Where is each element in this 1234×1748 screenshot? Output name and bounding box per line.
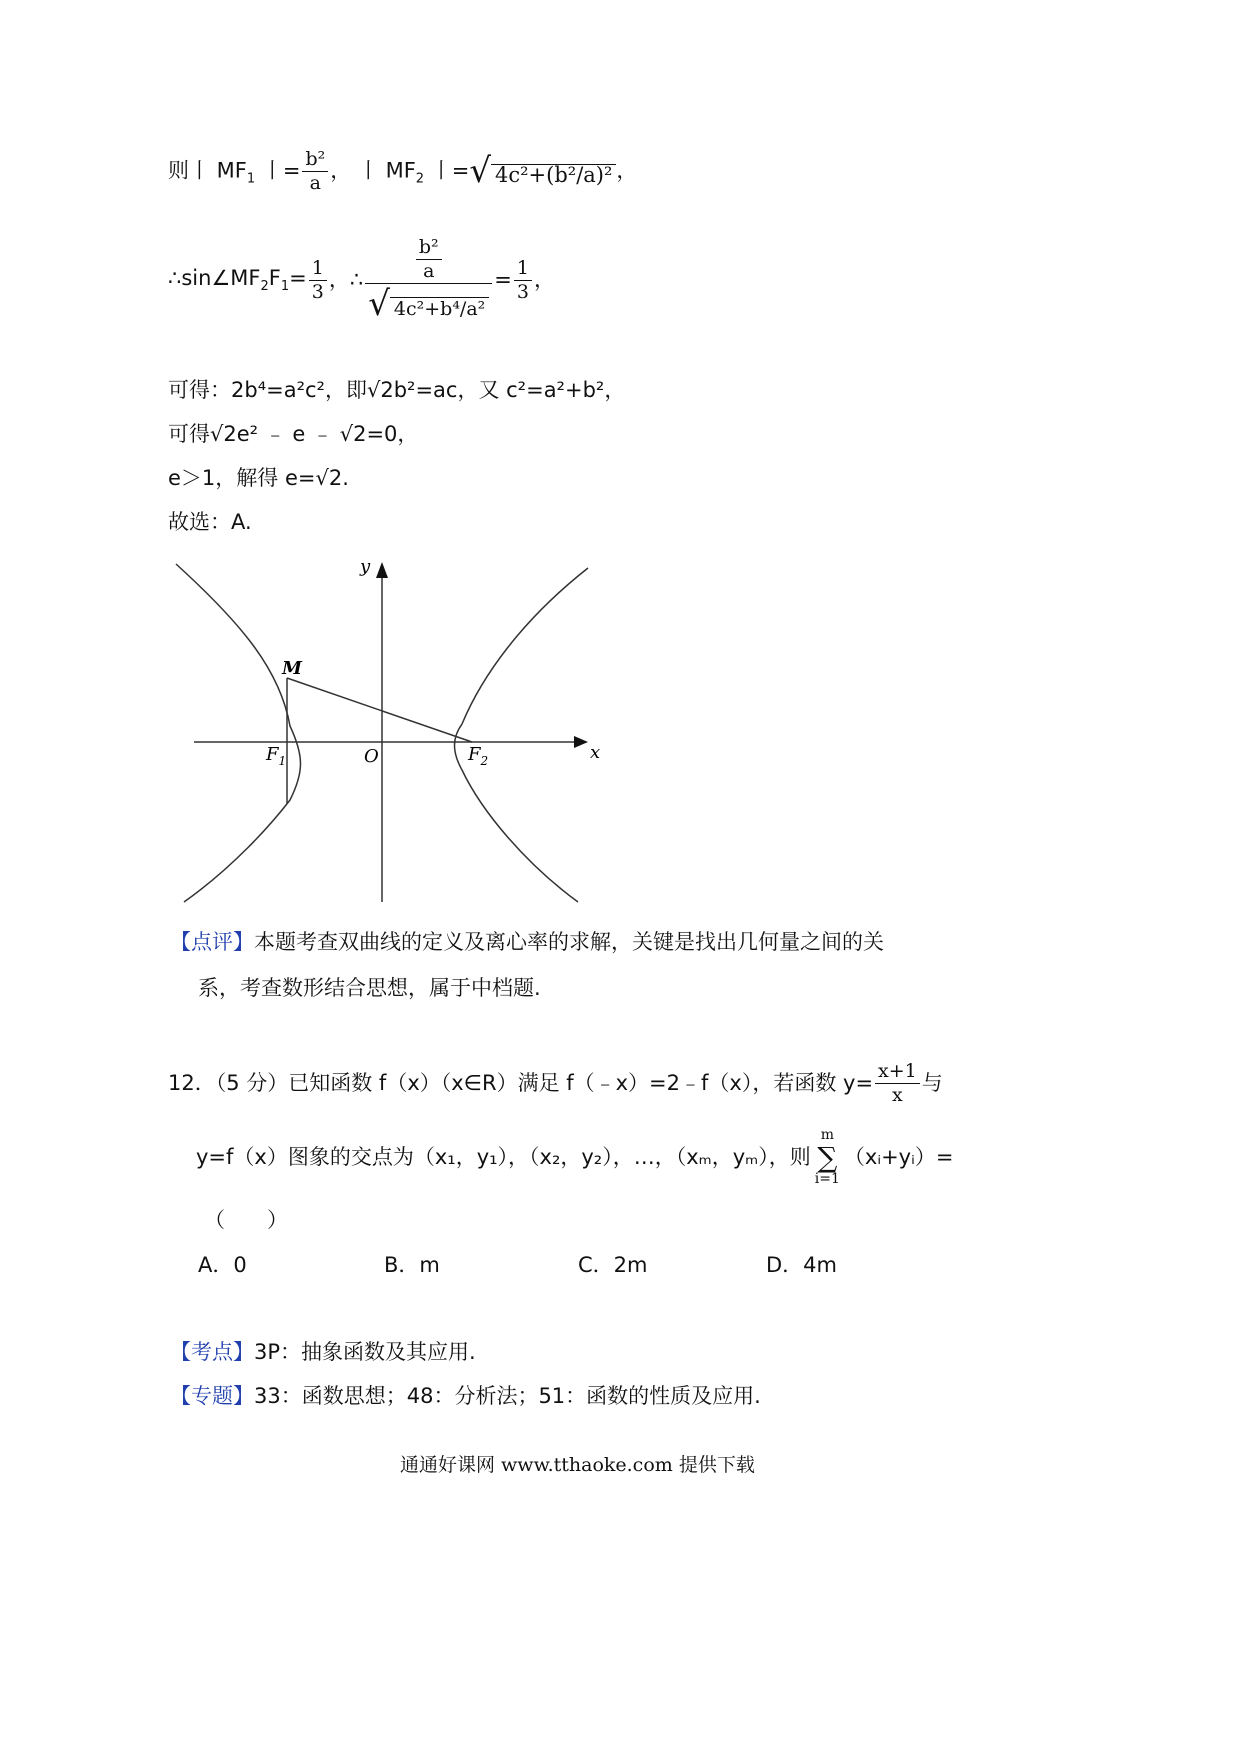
zhuanti-tag: 【专题】 [170, 1384, 254, 1408]
origin-label: O [364, 746, 379, 767]
sqrt-expression: √ 4c²+(b²/a)² [469, 154, 616, 188]
kaodian-tag: 【考点】 [170, 1340, 254, 1364]
option-c: C．2m [578, 1253, 648, 1277]
comment-line-1: 【点评】本题考查双曲线的定义及离心率的求解，关键是找出几何量之间的关 [170, 930, 884, 954]
comment-tag: 【点评】 [170, 930, 254, 954]
answer-parentheses: （ ） [204, 1208, 288, 1232]
hyperbola-figure [172, 556, 612, 906]
compound-fraction: $\frac{\frac{\text{b²}}{a}}{\text{√ 4c²+b⁴/a²}}$ [365, 236, 492, 324]
focus-f1-label: $F_1$ [266, 744, 287, 768]
fraction-one-third-2: $\frac{1}{3}$ [514, 257, 532, 304]
x-axis-arrow [574, 736, 588, 748]
fraction-b2-over-a: $\frac{\text{b²}}{a}$ [302, 148, 328, 195]
page-footer: 通通好课网 www.tthaoke.com 提供下载 [400, 1454, 755, 1476]
line-derive-1: 可得：2b⁴=a²c²，即√2b²=ac，又 c²=a²+b²， [168, 378, 626, 402]
line-derive-3: e＞1，解得 e=√2. [168, 466, 349, 490]
question-stem-1: 12．（5 分）已知函数 f（x）（x∈R）满足 f（﹣x）=2﹣f（x），若函数 y= $\frac{x+1}{x}$ 与 [168, 1060, 943, 1106]
y-axis-arrow [376, 562, 388, 578]
segment-mf2 [287, 678, 472, 742]
left-branch [176, 564, 301, 902]
option-b: B．m [384, 1253, 440, 1277]
fraction-x-plus-1-over-x: $\frac{x+1}{x}$ [875, 1060, 920, 1107]
comment-line-2: 系，考查数形结合思想，属于中档题. [198, 976, 541, 1000]
line-derive-2: 可得√2e² ﹣ e ﹣ √2=0， [168, 422, 419, 446]
line-mf-lengths: 则丨 $MF_1$ 丨= $\frac{\text{b²}}{a}$ ， 丨 $MF_2$ 丨=√ 4c²+(b²/a)² ， [168, 148, 638, 194]
line-sine-relation: $\therefore\sin\angle MF_2F_1=$ $\frac{1}{3}$ ，∴ $\frac{\frac{\text{b²}}{a}}{\text{√ 4c²+b⁴/a²}}$ = $\frac{1}{3}$ ， [168, 236, 555, 324]
x-axis-label: x [590, 742, 601, 763]
summation-symbol: m ∑ i=1 [814, 1127, 840, 1188]
zhuanti-line: 【专题】33：函数思想；48：分析法；51：函数的性质及应用. [170, 1384, 761, 1408]
fraction-one-third: $\frac{1}{3}$ [309, 257, 327, 304]
option-d: D．4m [766, 1253, 837, 1277]
point-m-label: M [282, 658, 302, 679]
question-stem-2: y=f（x）图象的交点为（x₁，y₁），（x₂，y₂），…，（xₘ，yₘ），则 m ∑ i=1 （xᵢ+yᵢ）= [196, 1127, 954, 1188]
option-a: A．0 [198, 1253, 247, 1277]
y-axis-label: y [360, 556, 371, 577]
kaodian-line: 【考点】3P：抽象函数及其应用. [170, 1340, 476, 1364]
right-branch [455, 568, 589, 902]
line-answer: 故选：A. [168, 510, 252, 534]
focus-f2-label: $F_2$ [468, 744, 489, 768]
